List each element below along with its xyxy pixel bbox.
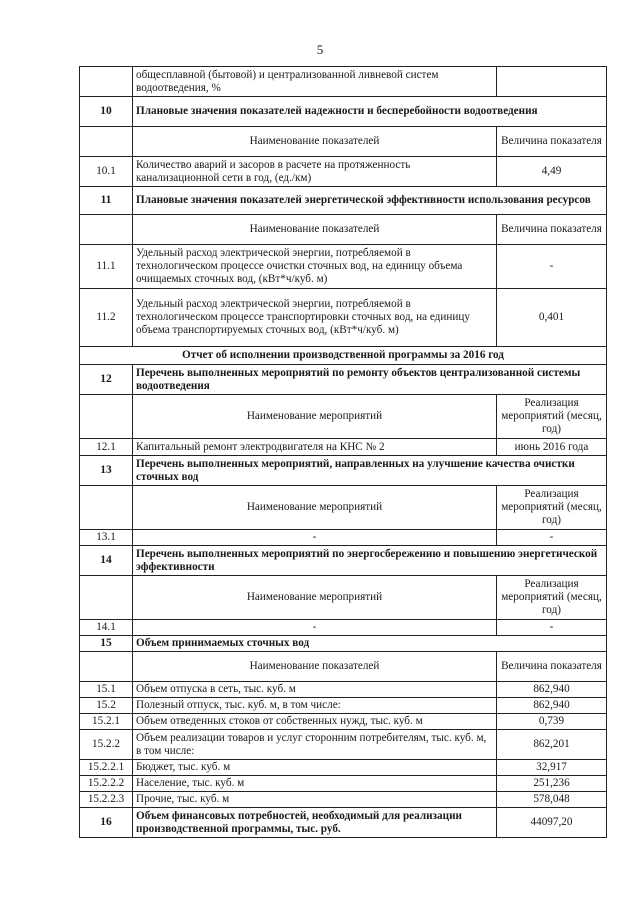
table-row (80, 682, 607, 698)
row-text: Количество аварий и засоров в расчете на протяженность канализационной сети в год, (ед./км) (133, 157, 497, 187)
production-program-table (79, 66, 607, 838)
column-header-value: Реализация мероприятий (месяц, год) (497, 395, 607, 439)
row-text: Полезный отпуск, тыс. куб. м, в том числе: (133, 698, 497, 714)
column-header-value: Реализация мероприятий (месяц, год) (497, 576, 607, 620)
report-title: Отчет об исполнении производственной программы за 2016 год (80, 347, 607, 365)
section-header-row (80, 636, 607, 652)
section-header-row (80, 456, 607, 486)
row-text: Объем отпуска в сеть, тыс. куб. м (133, 682, 497, 698)
row-value: 862,940 (497, 682, 607, 698)
table-row (80, 698, 607, 714)
table-row (80, 730, 607, 760)
row-number: 12.1 (80, 439, 133, 456)
column-header-row (80, 576, 607, 620)
row-value: 862,940 (497, 698, 607, 714)
row-number: 14.1 (80, 620, 133, 636)
section-number: 13 (80, 456, 133, 486)
row-value: июнь 2016 года (497, 439, 607, 456)
row-text: Население, тыс. куб. м (133, 776, 497, 792)
column-header-row (80, 127, 607, 157)
row-number: 11.1 (80, 245, 133, 289)
row-text: Удельный расход электрической энергии, потребляемой в технологическом процессе очистки сточных вод, на единицу объема очищаемых сточных вод, (кВт*ч/куб. м) (133, 245, 497, 289)
row-number: 13.1 (80, 530, 133, 546)
column-header-name: Наименование мероприятий (133, 395, 497, 439)
section-number: 10 (80, 97, 133, 127)
row-number: 11.2 (80, 289, 133, 347)
column-header-value: Величина показателя (497, 127, 607, 157)
row-value (497, 67, 607, 97)
section-number: 16 (80, 808, 133, 838)
row-value: 32,917 (497, 760, 607, 776)
row-text: - (133, 620, 497, 636)
section-number: 12 (80, 365, 133, 395)
row-text: Бюджет, тыс. куб. м (133, 760, 497, 776)
row-text: Прочие, тыс. куб. м (133, 792, 497, 808)
row-number: 15.2.2 (80, 730, 133, 760)
column-header-value: Реализация мероприятий (месяц, год) (497, 486, 607, 530)
row-value: 578,048 (497, 792, 607, 808)
row-number: 10.1 (80, 157, 133, 187)
page-number: 5 (316, 42, 324, 57)
row-number: 15.2.2.2 (80, 776, 133, 792)
section-header-row (80, 187, 607, 215)
table-row (80, 245, 607, 289)
row-number: 15.2.2.1 (80, 760, 133, 776)
section-title: Плановые значения показателей надежности и бесперебойности водоотведения (133, 97, 607, 127)
row-number: 15.2.1 (80, 714, 133, 730)
section-header-row (80, 546, 607, 576)
row-number: 15.1 (80, 682, 133, 698)
row-number: 15.2.2.3 (80, 792, 133, 808)
section-title: Плановые значения показателей энергетической эффективности использования ресурсов (133, 187, 607, 215)
row-text: Удельный расход электрической энергии, потребляемой в технологическом процессе транспортировки сточных вод, на единицу объема транспортируемых сточных вод, (кВт*ч/куб. м) (133, 289, 497, 347)
row-value: - (497, 245, 607, 289)
column-header-row (80, 395, 607, 439)
section-header-row (80, 97, 607, 127)
row-number: 15.2 (80, 698, 133, 714)
section-title: Объем принимаемых сточных вод (133, 636, 607, 652)
row-number-cell (80, 67, 133, 97)
row-text: Объем реализации товаров и услуг сторонним потребителям, тыс. куб. м, в том числе: (133, 730, 497, 760)
column-header-name: Наименование показателей (133, 652, 497, 682)
section-header-row (80, 808, 607, 838)
column-header-row (80, 486, 607, 530)
column-header-name: Наименование мероприятий (133, 486, 497, 530)
section-number: 11 (80, 187, 133, 215)
table-row (80, 67, 607, 97)
row-value: - (497, 620, 607, 636)
table-row (80, 620, 607, 636)
section-title: Перечень выполненных мероприятий, направленных на улучшение качества очистки сточных вод (133, 456, 607, 486)
column-header-row (80, 215, 607, 245)
section-number: 15 (80, 636, 133, 652)
table-row (80, 157, 607, 187)
column-header-row (80, 652, 607, 682)
row-value: 44097,20 (497, 808, 607, 838)
table-row (80, 760, 607, 776)
section-number: 14 (80, 546, 133, 576)
row-text: Капитальный ремонт электродвигателя на КНС № 2 (133, 439, 497, 456)
row-value: 862,201 (497, 730, 607, 760)
column-header-name: Наименование показателей (133, 215, 497, 245)
row-text: - (133, 530, 497, 546)
column-header-name: Наименование мероприятий (133, 576, 497, 620)
row-value: - (497, 530, 607, 546)
row-value: 251,236 (497, 776, 607, 792)
row-text: Объем отведенных стоков от собственных нужд, тыс. куб. м (133, 714, 497, 730)
table-row (80, 530, 607, 546)
row-text: общесплавной (бытовой) и централизованной ливневой систем водоотведения, % (133, 67, 497, 97)
section-title: Перечень выполненных мероприятий по энергосбережению и повышению энергетической эффективности (133, 546, 607, 576)
row-value: 4,49 (497, 157, 607, 187)
table-row (80, 439, 607, 456)
row-value: 0,739 (497, 714, 607, 730)
row-value: 0,401 (497, 289, 607, 347)
section-header-row (80, 365, 607, 395)
table-row (80, 714, 607, 730)
section-title: Перечень выполненных мероприятий по ремонту объектов централизованной системы водоотведения (133, 365, 607, 395)
table-row (80, 289, 607, 347)
report-title-row (80, 347, 607, 365)
column-header-name: Наименование показателей (133, 127, 497, 157)
column-header-value: Величина показателя (497, 652, 607, 682)
column-header-value: Величина показателя (497, 215, 607, 245)
section-title: Объем финансовых потребностей, необходимый для реализации производственной программы, тыс. руб. (133, 808, 497, 838)
table-row (80, 776, 607, 792)
table-row (80, 792, 607, 808)
